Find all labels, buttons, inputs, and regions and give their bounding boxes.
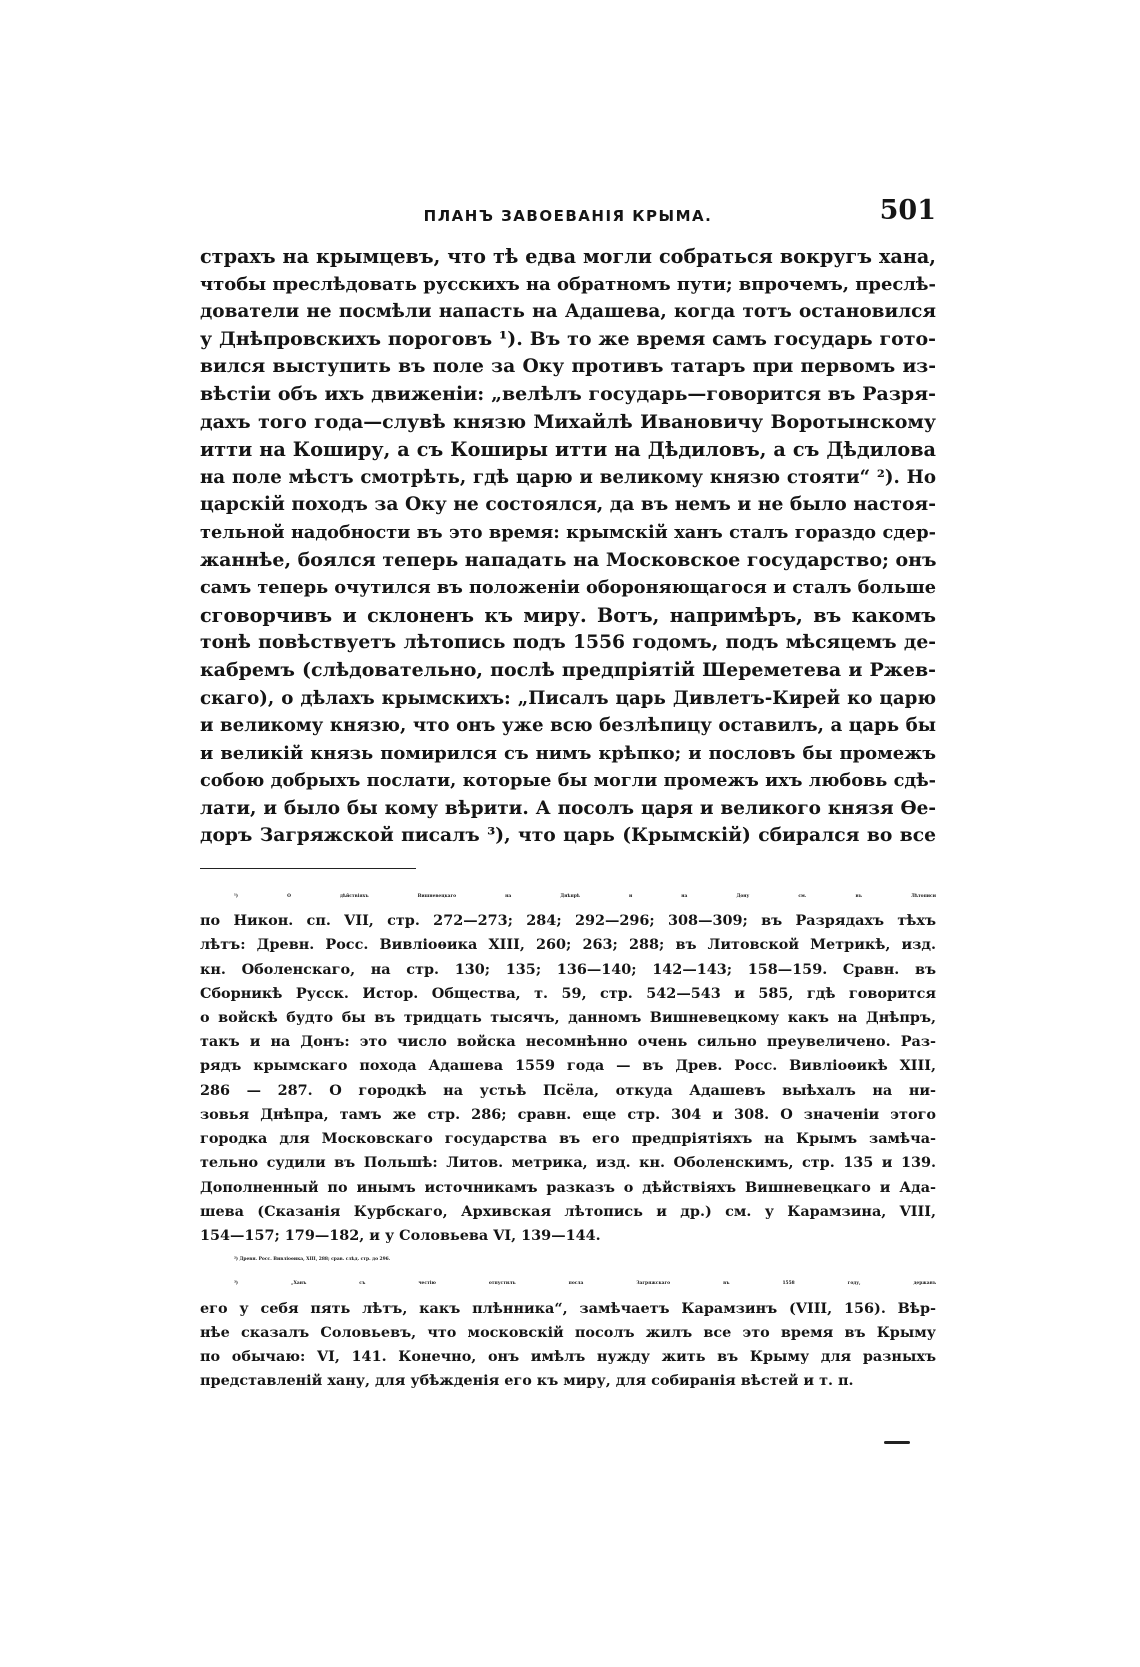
text-line: царскій походъ за Оку не состоялся, да въ немъ и не было настоя- [200,493,936,516]
footnote-line: такъ и на Донъ: это число войска несомнѣнно очень сильно преувеличено. Раз- [200,1033,936,1051]
text-line: вѣстіи объ ихъ движеніи: „велѣлъ государь—говорится въ Разря- [200,382,936,405]
text-line: сговорчивъ и склоненъ къ миру. Вотъ, напримѣръ, въ какомъ [200,603,936,627]
text-line: доръ Загряжской писалъ ³), что царь (Крымскій) сбирался во все [200,824,936,847]
text-line: у Днѣпровскихъ пороговъ ¹). Въ то же время самъ государь гото- [200,327,936,350]
text-line: дахъ того года—слувѣ князю Михайлѣ Ивановичу Воротынскому [200,410,936,433]
page-number: 501 [879,195,936,226]
footnote-line: о войскѣ будто бы въ тридцать тысячъ, данномъ Вишневецкому какъ на Днѣпръ, [200,1009,936,1027]
text-line: лати, и было бы кому вѣрити. А посолъ царя и великого князя Ѳе- [200,797,936,819]
footnote-line: ²) Древн. Росс. Вивліоѳика, XIII, 288; срав. слѣд. стр. до 296. [234,1257,391,1263]
footnote-line: представленій хану, для убѣжденія его къ миру, для собиранія вѣстей и т. п. [200,1372,854,1390]
text-line: самъ теперь очутился въ положеніи обороняющагося и сталъ больше [200,577,936,599]
footnote-line: ¹) О дѣйствіяхъ Вишневецкаго на Днѣпрѣ и на Дону см. въ Лѣтописи [234,894,936,900]
running-title: ПЛАНЪ ЗАВОЕВАНІЯ КРЫМА. [423,207,713,225]
text-line: тельной надобности въ это время: крымскій ханъ сталъ гораздо сдер- [200,521,936,543]
text-line: и великому князю, что онъ уже всю безлѣпицу оставилъ, а царь бы [200,715,936,737]
footnote-3 [200,1272,936,1393]
footnote-line: ³) „Ханъ съ честію отпустилъ посла Загряжскаго въ 1558 году, державъ [234,1281,936,1287]
footnote-line: зовья Днѣпра, тамъ же стр. 286; сравн. еще стр. 304 и 308. О значеніи этого [200,1105,936,1123]
text-line: итти на Коширу, а съ Коширы итти на Дѣдиловъ, а съ Дѣдилова [200,438,936,462]
text-line: чтобы преслѣдовать русскихъ на обратномъ пути; впрочемъ, преслѣ- [200,273,936,295]
footnote-line: его у себя пять лѣтъ, какъ плѣнника“, замѣчаетъ Карамзинъ (VIII, 156). Вѣр- [200,1299,936,1317]
footnote-line: по обычаю: VI, 141. Конечно, онъ имѣлъ нужду жить въ Крыму для разныхъ [200,1347,936,1365]
footnote-2 [200,1248,936,1272]
footnote-line: 154—157; 179—182, и у Соловьева VI, 139—144. [200,1226,601,1244]
footnote-line: Сборникѣ Русск. Истор. Общества, т. 59, стр. 542—543 и 585, гдѣ говорится [200,984,936,1002]
footnote-line: кн. Оболенскаго, на стр. 130; 135; 136—140; 142—143; 158—159. Сравн. въ [200,960,936,978]
footnote-line: 286 — 287. О городкѣ на устьѣ Псёла, откуда Адашевъ выѣхалъ на ни- [200,1081,936,1099]
text-line: жаннѣе, боялся теперь нападать на Московское государство; онъ [200,548,937,571]
text-line: дователи не посмѣли напасть на Адашева, когда тотъ остановился [200,301,936,323]
footnote-line: шева (Сказанія Курбскаго, Архивская лѣтопись и др.) см. у Карамзина, VIII, [200,1202,936,1220]
footnotes [200,885,936,1393]
footnote-line: Дополненный по инымъ источникамъ разказъ о дѣйствіяхъ Вишневецкаго и Ада- [200,1178,936,1196]
footnote-divider [200,868,416,869]
text-line: тонѣ повѣствуетъ лѣтопись подъ 1556 годомъ, подъ мѣсяцемъ де- [200,631,936,654]
page-header [200,195,936,235]
footnote-1 [200,885,936,1248]
footnote-line: нѣе сказалъ Соловьевъ, что московскій посолъ жилъ все это время въ Крыму [200,1323,936,1341]
text-line: кабремъ (слѣдовательно, послѣ предпріятій Шереметева и Ржев- [200,658,936,681]
footnote-line: тельно судили въ Польшѣ: Литов. метрика, изд. кн. Оболенскимъ, стр. 135 и 139. [200,1154,936,1172]
text-line: вился выступить въ поле за Оку противъ татаръ при первомъ из- [200,355,936,378]
main-text [200,243,936,850]
footnote-line: лѣтъ: Древн. Росс. Вивліоѳика XIII, 260; 263; 288; въ Литовской Метрикѣ, изд. [200,936,936,954]
text-line: скаго), о дѣлахъ крымскихъ: „Писалъ царь Дивлетъ-Кирей ко царю [200,687,936,709]
text-line: на поле мѣстъ смотрѣть, гдѣ царю и великому князю стояти“ ²). Но [200,466,936,488]
footnote-line: по Никон. сп. VII, стр. 272—273; 284; 292—296; 308—309; въ Разрядахъ тѣхъ [200,912,936,930]
scan-mark [884,1441,910,1444]
footnote-line: городка для Московскаго государства въ его предпріятіяхъ на Крымъ замѣча- [200,1130,936,1148]
text-line: и великій князь помирился съ нимъ крѣпко; и пословъ бы промежъ [200,742,936,764]
footnote-line: рядъ крымскаго похода Адашева 1559 года — въ Древ. Росс. Вивліоѳикѣ XIII, [200,1057,936,1075]
book-page [200,195,936,1393]
text-line: страхъ на крымцевъ, что тѣ едва могли собраться вокругъ хана, [200,245,936,268]
text-line: собою добрыхъ послати, которые бы могли промежъ ихъ любовь сдѣ- [200,770,936,792]
